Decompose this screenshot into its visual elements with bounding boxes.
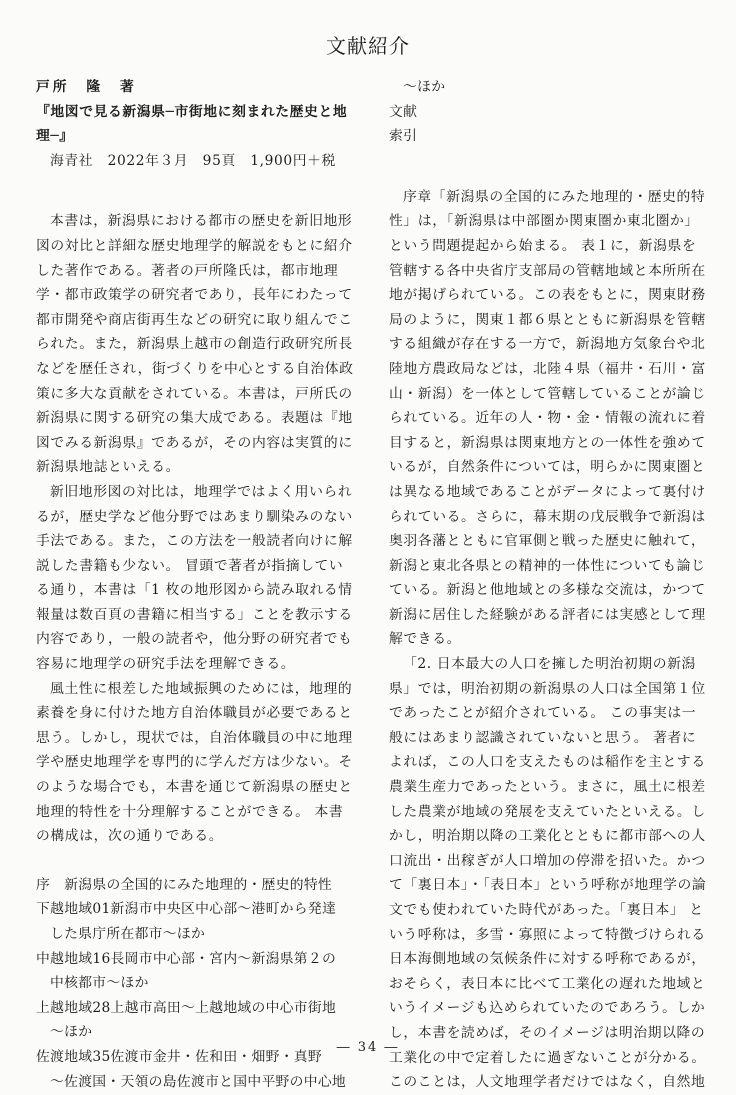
- text-line: 農業生産力であったという。まさに，風土に根差: [389, 779, 706, 796]
- text-line: 性」は，「新潟県は中部圏か関東圏か東北圏か」: [389, 213, 699, 230]
- text-line: 新潟と東北各県との精神的一体性についても論じ: [389, 557, 706, 574]
- text-line: 奥羽各藩とともに官軍側と戦った歴史に触れて，: [389, 533, 706, 550]
- toc-item-cont: ～佐渡国・天領の島佐渡市と国中平野の中心地: [50, 1073, 347, 1090]
- text-line: 序章「新潟県の全国的にみた地理的・歴史的特: [403, 188, 706, 205]
- toc-item-cont: ～ほか: [403, 79, 446, 95]
- review-paragraph: [36, 677, 366, 849]
- toc-item: 下越地域01新潟市中央区中心部～港町から発達: [36, 901, 337, 918]
- book-pubinfo: 海青社 2022年３月 95頁 1,900円＋税: [50, 152, 336, 169]
- text-line: られた。また，新潟県上越市の創造行政研究所長: [36, 336, 353, 353]
- text-line: 日本海側地域の気候条件に対する呼称であるが，: [389, 951, 706, 968]
- text-line: 目すると，新潟県は関東地方との一体性を強めて: [389, 434, 706, 451]
- text-line: などを歴任され，街づくりを中心とする自治体政: [36, 360, 354, 377]
- toc-item-cont: ～ほか: [50, 1024, 93, 1041]
- text-line: 図でみる新潟県』であるが，その内容は実質的に: [36, 434, 353, 451]
- text-line: 本書は，新潟県における都市の歴史を新旧地形: [50, 213, 353, 230]
- text-line: る通り，本書は「1 枚の地形図から読み取れる情: [36, 582, 353, 599]
- toc-item: 索引: [389, 128, 418, 145]
- text-line: 都市開発や商店街再生などの研究に取り組んでこ: [36, 311, 353, 328]
- text-line: のような場合でも，本書を通じて新潟県の歴史と: [36, 779, 353, 796]
- toc-item: 佐渡地域35佐渡市金井・佐和田・畑野・真野: [36, 1048, 322, 1065]
- text-line: 学・都市政策学の研究者であり，長年にわたって: [36, 287, 353, 304]
- text-line: るが，歴史学など他分野ではあまり馴染みのない: [36, 508, 353, 525]
- text-line: 解できる。: [389, 631, 461, 648]
- text-line: て「裏日本」・「表日本」という呼称が地理学の論: [389, 877, 707, 894]
- text-line: し，本書を読めば，そのイメージは明治期以降の: [389, 1024, 706, 1041]
- text-line: する組織が存在する一方で，新潟地方気象台や北: [389, 336, 706, 353]
- book-title-line: 『地図で見る新潟県─市街地に刻まれた歴史と地: [36, 103, 348, 120]
- text-line: おそらく，表日本に比べて工業化の遅れた地域と: [389, 975, 706, 992]
- left-column: [36, 75, 366, 1094]
- text-line: 般にはあまり認識されていないと思う。 著者に: [389, 729, 697, 746]
- text-line: いるが，自然条件については，明らかに関東圏と: [389, 459, 706, 476]
- text-line: 管轄する各中央省庁支部局の管轄地域と本所所在: [389, 262, 706, 279]
- text-line: ている。新潟と他地域との多様な交流は，かつて: [389, 582, 706, 599]
- text-line: 説した書籍も少ない。 冒頭で著者が指摘してい: [36, 557, 344, 574]
- text-line: られている。近年の人・物・金・情報の流れに着: [389, 410, 706, 427]
- text-line: 「2. 日本最大の人口を擁した明治初期の新潟: [403, 656, 696, 673]
- book-author: 戸所 隆 著: [36, 79, 137, 95]
- book-title-line: 理─』: [36, 128, 74, 145]
- text-line: した著作である。著者の戸所隆氏は，都市地理: [36, 262, 339, 279]
- text-line: 新潟に居住した経験がある評者には実感として理: [389, 606, 706, 623]
- text-line: 局のように，関東１都６県とともに新潟県を管轄: [389, 311, 706, 328]
- toc-item: 中越地域16長岡市中心部・宮内～新潟県第２の: [36, 950, 337, 967]
- right-column: [389, 75, 709, 1095]
- text-line: は異なる地域であることがデータによって裏付け: [389, 483, 706, 500]
- text-line: 山・新潟）を一体として管轄していることが論じ: [389, 385, 706, 402]
- toc-item-cont: した県庁所在都市～ほか: [50, 926, 206, 942]
- text-line: 陸地方農政局などは，北陸４県（福井・石川・富: [389, 360, 706, 377]
- text-line: いう呼称は，多雪・寡照によって特徴づけられる: [389, 926, 706, 943]
- text-line: このことは，人文地理学者だけではなく，自然地: [389, 1074, 706, 1091]
- text-line: 地が掲げられている。この表をもとに，関東財務: [389, 287, 706, 304]
- page-title: 文献紹介: [326, 34, 410, 58]
- text-line: 容易に地理学の研究手法を理解できる。: [36, 656, 296, 673]
- text-line: 新旧地形図の対比は，地理学ではよく用いられ: [50, 483, 353, 500]
- text-line: 口流出・出稼ぎが人口増加の停滞を招いた。かつ: [389, 852, 706, 869]
- text-line: られている。さらに，幕末期の戊辰戦争で新潟は: [389, 508, 706, 525]
- review-paragraph: [389, 652, 709, 1095]
- text-line: 報量は数百頁の書籍に相当する」ことを教示する: [36, 606, 353, 623]
- text-line: かし，明治期以降の工業化とともに都市部への人: [389, 828, 706, 845]
- review-paragraph: [36, 480, 366, 677]
- text-line: の構成は，次の通りである。: [36, 828, 224, 845]
- text-line: いうイメージも込められていたのであろう。しか: [389, 1000, 706, 1017]
- text-line: 県」では，明治初期の新潟県の人口は全国第１位: [389, 680, 706, 697]
- text-line: 新潟県に関する研究の集大成である。表題は『地: [36, 410, 353, 427]
- text-line: という問題提起から始まる。 表１に，新潟県を: [389, 237, 697, 254]
- text-line: 新潟県地誌といえる。: [36, 459, 180, 476]
- text-line: 内容であり，一般の読者や，他分野の研究者でも: [36, 631, 353, 648]
- text-line: 地理的特性を十分理解することができる。 本書: [36, 803, 344, 820]
- text-line: 思う。しかし，現状では，自治体職員の中に地理: [36, 729, 353, 746]
- text-line: 素養を身に付けた地方自治体職員が必要であると: [36, 705, 353, 722]
- review-paragraph: [389, 185, 709, 652]
- text-line: 文でも使われていた時代があった。「裏日本」 と: [389, 902, 704, 918]
- text-line: 工業化の中で定着したに過ぎないことが分かる。: [389, 1049, 706, 1066]
- toc-item: 序 新潟県の全国的にみた地理的・歴史的特性: [36, 876, 333, 893]
- toc-item-cont: 中核都市～ほか: [50, 975, 149, 992]
- text-line: 図の対比と詳細な歴史地理学的解説をもとに紹介: [36, 237, 353, 254]
- text-line: した農業が地域の発展を支えていたといえる。し: [389, 803, 706, 820]
- toc-item: 文献: [389, 103, 418, 120]
- text-line: よれば，この人口を支えたものは稲作を主とする: [389, 754, 706, 771]
- toc-item: 上越地域28上越市高田～上越地域の中心市街地: [36, 999, 337, 1016]
- text-line: 策に多大な貢献をされている。本書は，戸所氏の: [36, 385, 353, 402]
- text-line: であったことが紹介されている。 この事実は一: [389, 705, 697, 722]
- page-number: ― 34 ―: [336, 1040, 400, 1055]
- text-line: 手法である。また，この方法を一般読者向けに解: [36, 533, 353, 550]
- toc-list: [36, 873, 366, 1094]
- text-line: 風土性に根差した地域振興のためには，地理的: [50, 680, 353, 697]
- text-line: 学や歴史地理学を専門的に学んだ方は少ない。そ: [36, 754, 353, 771]
- review-paragraph: [36, 209, 366, 480]
